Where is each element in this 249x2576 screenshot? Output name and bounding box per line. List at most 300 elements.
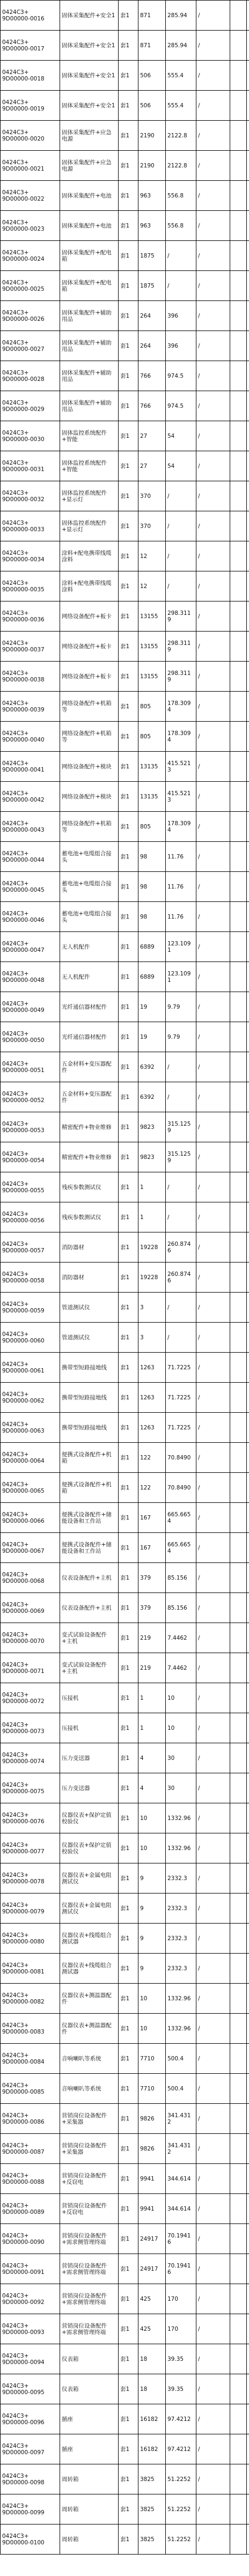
cell-qty: 3825 <box>138 2464 166 2494</box>
cell-unit_price: 556.8 <box>166 181 196 211</box>
cell-qty: 9826 <box>138 2104 166 2134</box>
cell-code: 0424C3+ 9D00000-0018 <box>1 61 60 91</box>
cell-amount: / <box>196 1773 230 1803</box>
table-row <box>1 632 249 662</box>
cell-code: 0424C3+ 9D00000-0037 <box>1 632 60 662</box>
cell-name: 固体采集配件+辅助用品 <box>60 301 119 331</box>
cell-qty: 6392 <box>138 1052 166 1082</box>
table-row <box>1 1413 249 1443</box>
cell-unit: 套1 <box>119 2284 138 2314</box>
cell-empty <box>230 1683 247 1713</box>
table-row <box>1 722 249 752</box>
cell-unit: 套1 <box>119 151 138 181</box>
cell-unit_price: / <box>166 1052 196 1082</box>
table-row <box>1 1263 249 1293</box>
cell-qty: 9 <box>138 1954 166 1984</box>
cell-code: 0424C3+ 9D00000-0062 <box>1 1383 60 1413</box>
cell-amount: / <box>196 692 230 722</box>
cell-amount: / <box>196 782 230 812</box>
cell-empty <box>247 1022 249 1052</box>
table-row <box>1 271 249 301</box>
cell-empty <box>230 1202 247 1232</box>
cell-unit: 套1 <box>119 91 138 121</box>
cell-qty: 18 <box>138 2374 166 2404</box>
cell-unit: 套1 <box>119 1773 138 1803</box>
cell-empty <box>230 121 247 151</box>
cell-amount: / <box>196 121 230 151</box>
cell-name: 光纤通信器材配件 <box>60 1022 119 1052</box>
cell-empty <box>230 662 247 692</box>
cell-code: 0424C3+ 9D00000-0056 <box>1 1202 60 1232</box>
cell-name: 仪器仪表+金属电阻测试仪 <box>60 1863 119 1894</box>
cell-code: 0424C3+ 9D00000-0028 <box>1 361 60 391</box>
table-row <box>1 1713 249 1743</box>
cell-unit_price: 415.5213 <box>166 782 196 812</box>
cell-unit_price: 85.156 <box>166 1593 196 1623</box>
table-row <box>1 1293 249 1323</box>
cell-unit: 套1 <box>119 1112 138 1142</box>
cell-amount: / <box>196 241 230 271</box>
cell-unit_price: 70.8490 <box>166 1473 196 1503</box>
cell-qty: 506 <box>138 61 166 91</box>
cell-unit_price: 71.7225 <box>166 1413 196 1443</box>
cell-empty <box>230 2074 247 2104</box>
cell-empty <box>230 1383 247 1413</box>
cell-code: 0424C3+ 9D00000-0036 <box>1 601 60 632</box>
cell-code: 0424C3+ 9D00000-0045 <box>1 872 60 902</box>
table-row <box>1 2494 249 2524</box>
cell-empty <box>230 1172 247 1202</box>
cell-empty <box>247 782 249 812</box>
cell-name: 网络设备配件+板卡 <box>60 601 119 632</box>
cell-amount: / <box>196 1413 230 1443</box>
cell-amount: / <box>196 1172 230 1202</box>
cell-empty <box>247 2224 249 2254</box>
table-row <box>1 361 249 391</box>
cell-empty <box>230 1623 247 1653</box>
cell-amount: / <box>196 932 230 962</box>
cell-amount: / <box>196 1142 230 1172</box>
cell-unit: 套1 <box>119 1984 138 2014</box>
cell-code: 0424C3+ 9D00000-0042 <box>1 782 60 812</box>
cell-empty <box>230 2374 247 2404</box>
cell-empty <box>230 992 247 1022</box>
cell-empty <box>247 1172 249 1202</box>
cell-unit: 套1 <box>119 2374 138 2404</box>
cell-amount: / <box>196 1954 230 1984</box>
cell-unit_price: 1332.96 <box>166 1833 196 1863</box>
cell-qty: 9826 <box>138 2134 166 2164</box>
cell-qty: 219 <box>138 1623 166 1653</box>
cell-qty: 9941 <box>138 2194 166 2224</box>
cell-unit: 套1 <box>119 2314 138 2344</box>
cell-unit: 套1 <box>119 662 138 692</box>
cell-code: 0424C3+ 9D00000-0098 <box>1 2464 60 2494</box>
cell-amount: / <box>196 271 230 301</box>
cell-empty <box>247 1323 249 1353</box>
cell-empty <box>230 2044 247 2074</box>
cell-code: 0424C3+ 9D00000-0021 <box>1 151 60 181</box>
cell-empty <box>230 872 247 902</box>
cell-unit: 套1 <box>119 1323 138 1353</box>
cell-qty: 16182 <box>138 2404 166 2434</box>
table-row <box>1 1984 249 2014</box>
cell-qty: 805 <box>138 812 166 842</box>
cell-empty <box>247 2284 249 2314</box>
cell-qty: 122 <box>138 1473 166 1503</box>
cell-code: 0424C3+ 9D00000-0077 <box>1 1833 60 1863</box>
cell-name: 仪表设备配件+主机 <box>60 1563 119 1593</box>
cell-empty <box>247 361 249 391</box>
cell-name: 光纤通信器材配件 <box>60 992 119 1022</box>
cell-empty <box>247 1142 249 1172</box>
cell-amount: / <box>196 1353 230 1383</box>
cell-unit: 套1 <box>119 1383 138 1413</box>
cell-empty <box>230 1894 247 1924</box>
cell-unit_price: 70.19416 <box>166 2224 196 2254</box>
table-row <box>1 2284 249 2314</box>
cell-code: 0424C3+ 9D00000-0080 <box>1 1924 60 1954</box>
cell-unit: 套1 <box>119 1683 138 1713</box>
cell-qty: 122 <box>138 1443 166 1473</box>
cell-code: 0424C3+ 9D00000-0069 <box>1 1593 60 1623</box>
table-row <box>1 2014 249 2044</box>
cell-empty <box>230 1022 247 1052</box>
cell-empty <box>247 1473 249 1503</box>
cell-qty: 1 <box>138 1202 166 1232</box>
cell-amount: / <box>196 2374 230 2404</box>
cell-empty <box>247 812 249 842</box>
cell-name: 插座 <box>60 2404 119 2434</box>
cell-code: 0424C3+ 9D00000-0016 <box>1 1 60 31</box>
cell-unit_price: 298.3119 <box>166 601 196 632</box>
cell-empty <box>247 1383 249 1413</box>
cell-amount: / <box>196 1533 230 1563</box>
cell-unit_price: 315.1259 <box>166 1112 196 1142</box>
cell-unit_price: 2122.8 <box>166 151 196 181</box>
cell-qty: 98 <box>138 872 166 902</box>
cell-unit: 套1 <box>119 2434 138 2464</box>
cell-name: 周转箱 <box>60 2524 119 2555</box>
cell-name: 固体采集配件+安全1 <box>60 1 119 31</box>
cell-name: 营销岗位设备配件+需求侧管理终端 <box>60 2284 119 2314</box>
cell-name: 仪器仪表+金属电阻测试仪 <box>60 1894 119 1924</box>
cell-empty <box>230 211 247 241</box>
table-row <box>1 932 249 962</box>
cell-amount: / <box>196 662 230 692</box>
cell-code: 0424C3+ 9D00000-0031 <box>1 451 60 481</box>
cell-unit_price: 396 <box>166 331 196 361</box>
cell-code: 0424C3+ 9D00000-0093 <box>1 2314 60 2344</box>
cell-empty <box>230 2524 247 2555</box>
table-row <box>1 451 249 481</box>
cell-empty <box>230 1052 247 1082</box>
cell-amount: / <box>196 1082 230 1112</box>
cell-code: 0424C3+ 9D00000-0072 <box>1 1683 60 1713</box>
cell-name: 固体监控系统配件+智能 <box>60 421 119 451</box>
cell-unit_price: 285.94 <box>166 1 196 31</box>
cell-code: 0424C3+ 9D00000-0025 <box>1 271 60 301</box>
cell-unit: 套1 <box>119 1443 138 1473</box>
cell-unit_price: 70.8490 <box>166 1443 196 1473</box>
cell-amount: / <box>196 1623 230 1653</box>
cell-name: 营销岗位设备配件+采集器 <box>60 2134 119 2164</box>
cell-empty <box>247 1623 249 1653</box>
cell-code: 0424C3+ 9D00000-0082 <box>1 1984 60 2014</box>
table-row <box>1 1 249 31</box>
cell-unit: 套1 <box>119 692 138 722</box>
cell-unit: 套1 <box>119 1713 138 1743</box>
cell-qty: 98 <box>138 842 166 872</box>
cell-empty <box>247 872 249 902</box>
cell-name: 固体监控系统配件+智能 <box>60 451 119 481</box>
table-row <box>1 2344 249 2374</box>
cell-qty: 4 <box>138 1773 166 1803</box>
cell-empty <box>230 61 247 91</box>
cell-empty <box>230 2344 247 2374</box>
cell-name: 消防器材 <box>60 1232 119 1263</box>
cell-amount: / <box>196 1833 230 1863</box>
cell-unit: 套1 <box>119 1293 138 1323</box>
table-row <box>1 571 249 601</box>
cell-code: 0424C3+ 9D00000-0054 <box>1 1142 60 1172</box>
cell-amount: / <box>196 2314 230 2344</box>
cell-code: 0424C3+ 9D00000-0046 <box>1 902 60 932</box>
cell-amount: / <box>196 31 230 61</box>
cell-unit: 套1 <box>119 601 138 632</box>
cell-empty <box>247 2044 249 2074</box>
cell-unit_price: 2332.3 <box>166 1924 196 1954</box>
table-row <box>1 1593 249 1623</box>
cell-unit_price: 11.76 <box>166 902 196 932</box>
cell-unit_price: 555.4 <box>166 91 196 121</box>
cell-empty <box>230 541 247 571</box>
cell-unit_price: 974.5 <box>166 361 196 391</box>
cell-unit_price: 260.8746 <box>166 1232 196 1263</box>
cell-code: 0424C3+ 9D00000-0100 <box>1 2524 60 2555</box>
cell-qty: 871 <box>138 1 166 31</box>
cell-qty: 1263 <box>138 1353 166 1383</box>
cell-code: 0424C3+ 9D00000-0092 <box>1 2284 60 2314</box>
cell-amount: / <box>196 1022 230 1052</box>
cell-code: 0424C3+ 9D00000-0068 <box>1 1563 60 1593</box>
cell-empty <box>247 451 249 481</box>
cell-code: 0424C3+ 9D00000-0022 <box>1 181 60 211</box>
cell-unit: 套1 <box>119 2074 138 2104</box>
cell-unit_price: 298.3119 <box>166 632 196 662</box>
cell-unit: 套1 <box>119 962 138 992</box>
cell-empty <box>230 331 247 361</box>
cell-amount: / <box>196 1743 230 1773</box>
cell-unit_price: 341.4312 <box>166 2104 196 2134</box>
cell-unit_price: 170 <box>166 2284 196 2314</box>
cell-empty <box>230 1293 247 1323</box>
cell-amount: / <box>196 2524 230 2555</box>
cell-empty <box>247 632 249 662</box>
cell-empty <box>247 2434 249 2464</box>
cell-empty <box>230 2104 247 2134</box>
cell-empty <box>230 1142 247 1172</box>
cell-unit_price: 2122.8 <box>166 121 196 151</box>
table-row <box>1 1954 249 1984</box>
cell-code: 0424C3+ 9D00000-0064 <box>1 1443 60 1473</box>
cell-empty <box>247 241 249 271</box>
cell-name: 营销岗位设备配件+需求侧管理终端 <box>60 2224 119 2254</box>
cell-empty <box>230 151 247 181</box>
cell-name: 无人机配件 <box>60 932 119 962</box>
cell-name: 变式试验设备配件+主机 <box>60 1653 119 1683</box>
cell-qty: 1 <box>138 1683 166 1713</box>
table-row <box>1 2254 249 2284</box>
cell-empty <box>247 1563 249 1593</box>
cell-empty <box>247 2254 249 2284</box>
cell-unit_price: 341.4312 <box>166 2134 196 2164</box>
cell-unit: 套1 <box>119 2224 138 2254</box>
cell-empty <box>230 301 247 331</box>
cell-qty: 3 <box>138 1293 166 1323</box>
table-row <box>1 1353 249 1383</box>
cell-code: 0424C3+ 9D00000-0057 <box>1 1232 60 1263</box>
cell-unit_price: 10 <box>166 1683 196 1713</box>
cell-empty <box>230 451 247 481</box>
cell-unit_price: 54 <box>166 421 196 451</box>
cell-empty <box>247 421 249 451</box>
cell-amount: / <box>196 211 230 241</box>
cell-amount: / <box>196 1202 230 1232</box>
cell-empty <box>230 1353 247 1383</box>
cell-empty <box>247 1894 249 1924</box>
cell-name: 携带型短路接地线 <box>60 1353 119 1383</box>
cell-name: 仪器仪表+线缆组合测试器 <box>60 1954 119 1984</box>
cell-code: 0424C3+ 9D00000-0058 <box>1 1263 60 1293</box>
cell-code: 0424C3+ 9D00000-0048 <box>1 962 60 992</box>
cell-unit_price: 97.4212 <box>166 2404 196 2434</box>
cell-name: 精密配件+物业维修 <box>60 1112 119 1142</box>
cell-code: 0424C3+ 9D00000-0088 <box>1 2164 60 2194</box>
cell-name: 五金材料+变压器配件 <box>60 1052 119 1082</box>
cell-unit: 套1 <box>119 571 138 601</box>
cell-code: 0424C3+ 9D00000-0075 <box>1 1773 60 1803</box>
cell-amount: / <box>196 331 230 361</box>
table-row <box>1 481 249 511</box>
cell-unit: 套1 <box>119 1202 138 1232</box>
cell-amount: / <box>196 1863 230 1894</box>
cell-empty <box>247 1954 249 1984</box>
cell-unit_price: 500.4 <box>166 2044 196 2074</box>
cell-name: 残疾参数测试仪 <box>60 1172 119 1202</box>
cell-qty: 370 <box>138 511 166 541</box>
cell-code: 0424C3+ 9D00000-0094 <box>1 2344 60 2374</box>
cell-amount: / <box>196 1984 230 2014</box>
cell-empty <box>247 2164 249 2194</box>
table-row <box>1 1653 249 1683</box>
cell-amount: / <box>196 2134 230 2164</box>
cell-qty: 10 <box>138 1803 166 1833</box>
cell-qty: 19228 <box>138 1232 166 1263</box>
cell-amount: / <box>196 842 230 872</box>
table-row <box>1 1924 249 1954</box>
cell-qty: 1 <box>138 1172 166 1202</box>
cell-code: 0424C3+ 9D00000-0023 <box>1 211 60 241</box>
cell-qty: 9823 <box>138 1142 166 1172</box>
cell-unit_price: 298.3119 <box>166 662 196 692</box>
cell-empty <box>247 1743 249 1773</box>
cell-code: 0424C3+ 9D00000-0083 <box>1 2014 60 2044</box>
cell-unit_price: 500.4 <box>166 2074 196 2104</box>
table-row <box>1 2314 249 2344</box>
table-row <box>1 2104 249 2134</box>
cell-unit_price: 344.614 <box>166 2164 196 2194</box>
cell-empty <box>247 31 249 61</box>
cell-name: 仪表设备配件+主机 <box>60 1593 119 1623</box>
cell-qty: 98 <box>138 902 166 932</box>
cell-amount: / <box>196 2344 230 2374</box>
cell-empty <box>247 2344 249 2374</box>
cell-name: 便携式设备配件+储能设备和工作站 <box>60 1503 119 1533</box>
table-row <box>1 1533 249 1563</box>
cell-code: 0424C3+ 9D00000-0041 <box>1 752 60 782</box>
cell-empty <box>230 722 247 752</box>
cell-amount: / <box>196 2014 230 2044</box>
cell-amount: / <box>196 1924 230 1954</box>
cell-empty <box>230 1713 247 1743</box>
cell-amount: / <box>196 2224 230 2254</box>
cell-unit: 套1 <box>119 1172 138 1202</box>
cell-qty: 3 <box>138 1323 166 1353</box>
cell-empty <box>230 812 247 842</box>
cell-empty <box>230 1082 247 1112</box>
cell-qty: 1875 <box>138 271 166 301</box>
cell-amount: / <box>196 1683 230 1713</box>
cell-empty <box>230 2164 247 2194</box>
cell-unit_price: 665.6654 <box>166 1533 196 1563</box>
cell-qty: 379 <box>138 1563 166 1593</box>
cell-unit: 套1 <box>119 1924 138 1954</box>
cell-name: 营销岗位设备配件+需求侧管理终端 <box>60 2314 119 2344</box>
cell-empty <box>247 1293 249 1323</box>
cell-name: 蓄电池+电缆组合接头 <box>60 872 119 902</box>
cell-empty <box>230 1112 247 1142</box>
cell-amount: / <box>196 541 230 571</box>
cell-empty <box>247 1353 249 1383</box>
cell-empty <box>230 1 247 31</box>
cell-amount: / <box>196 1443 230 1473</box>
cell-name: 管道测试仪 <box>60 1293 119 1323</box>
cell-amount: / <box>196 511 230 541</box>
cell-qty: 1 <box>138 1713 166 1743</box>
cell-empty <box>230 2194 247 2224</box>
cell-unit_price: / <box>166 1082 196 1112</box>
cell-unit: 套1 <box>119 61 138 91</box>
cell-unit_price: 70.19416 <box>166 2254 196 2284</box>
cell-qty: 13155 <box>138 662 166 692</box>
cell-qty: 27 <box>138 421 166 451</box>
cell-amount: / <box>196 2254 230 2284</box>
cell-empty <box>230 1232 247 1263</box>
cell-amount: / <box>196 361 230 391</box>
cell-empty <box>247 1413 249 1443</box>
cell-empty <box>230 902 247 932</box>
cell-code: 0424C3+ 9D00000-0061 <box>1 1353 60 1383</box>
cell-unit: 套1 <box>119 1353 138 1383</box>
cell-name: 网络设备配件+模块 <box>60 782 119 812</box>
cell-code: 0424C3+ 9D00000-0095 <box>1 2374 60 2404</box>
cell-unit: 套1 <box>119 451 138 481</box>
cell-unit_price: / <box>166 271 196 301</box>
cell-unit: 套1 <box>119 331 138 361</box>
cell-unit: 套1 <box>119 1142 138 1172</box>
cell-amount: / <box>196 91 230 121</box>
